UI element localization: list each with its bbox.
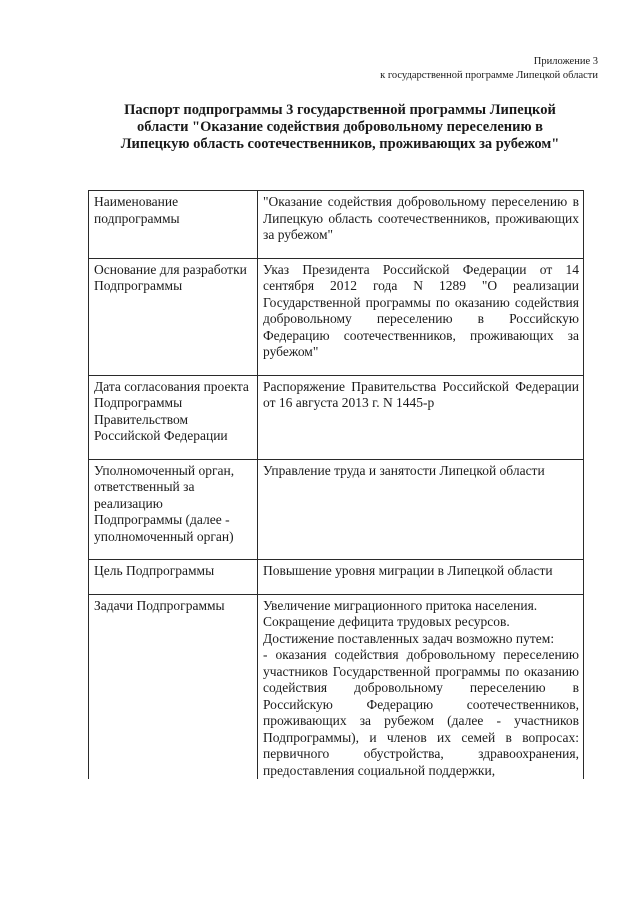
row-value (258, 560, 584, 595)
row-value (258, 594, 584, 779)
row-value-paragraph: Сокращение дефицита трудовых ресурсов. (263, 614, 510, 629)
table-row (89, 375, 584, 459)
table-row (89, 459, 584, 560)
row-value (258, 459, 584, 560)
table-row (89, 258, 584, 375)
row-value (258, 258, 584, 375)
row-label: Цель Подпрограммы (89, 560, 258, 595)
row-value-paragraph: Увеличение миграционного притока населения. (263, 597, 538, 613)
appendix-line-1: Приложение 3 (533, 56, 598, 67)
row-label: Уполномоченный орган, ответственный за реализацию Подпрограммы (далее - уполномоченный орган) (89, 459, 258, 560)
table-row (89, 560, 584, 595)
row-value-paragraph: - оказания содействия добровольному переселению участников Государственной программы по оказанию содействия добровольному переселению в Российскую Федерацию соотечественников, проживающих за рубежом (далее - участников Подпрограммы), и членов их семей в вопросах: первичного обустройства, здравоохранения, предоставления социальной поддержки, (263, 647, 579, 778)
row-value (258, 375, 584, 459)
appendix-line-2: к государственной программе Липецкой области (380, 70, 598, 81)
appendix-note (380, 55, 598, 83)
row-value-paragraph: Указ Президента Российской Федерации от 14 сентября 2012 года N 1289 "О реализации Государственной программы по оказанию содействия добровольному переселению в Российскую Федерацию соотечественников, проживающих за рубежом" (263, 261, 579, 359)
row-label: Основание для разработки Подпрограммы (89, 258, 258, 375)
row-value-paragraph: Управление труда и занятости Липецкой области (263, 462, 545, 478)
table-row (89, 594, 584, 779)
row-label: Наименование подпрограммы (89, 191, 258, 259)
row-value (258, 191, 584, 259)
document-title: Паспорт подпрограммы 3 государственной программы Липецкой области "Оказание содействия добровольному переселению в Липецкую область соотечественников, проживающих за рубежом" (120, 102, 560, 152)
row-label: Задачи Подпрограммы (89, 594, 258, 779)
table-row (89, 191, 584, 259)
row-label: Дата согласования проекта Подпрограммы Правительством Российской Федерации (89, 375, 258, 459)
row-value-paragraph: "Оказание содействия добровольному переселению в Липецкую область соотечественников, проживающих за рубежом" (263, 194, 579, 242)
row-value-paragraph: Распоряжение Правительства Российской Федерации от 16 августа 2013 г. N 1445-р (263, 378, 579, 410)
row-value-paragraph: Повышение уровня миграции в Липецкой области (263, 563, 553, 578)
passport-table (88, 190, 584, 779)
row-value-paragraph: Достижение поставленных задач возможно путем: (263, 630, 555, 646)
